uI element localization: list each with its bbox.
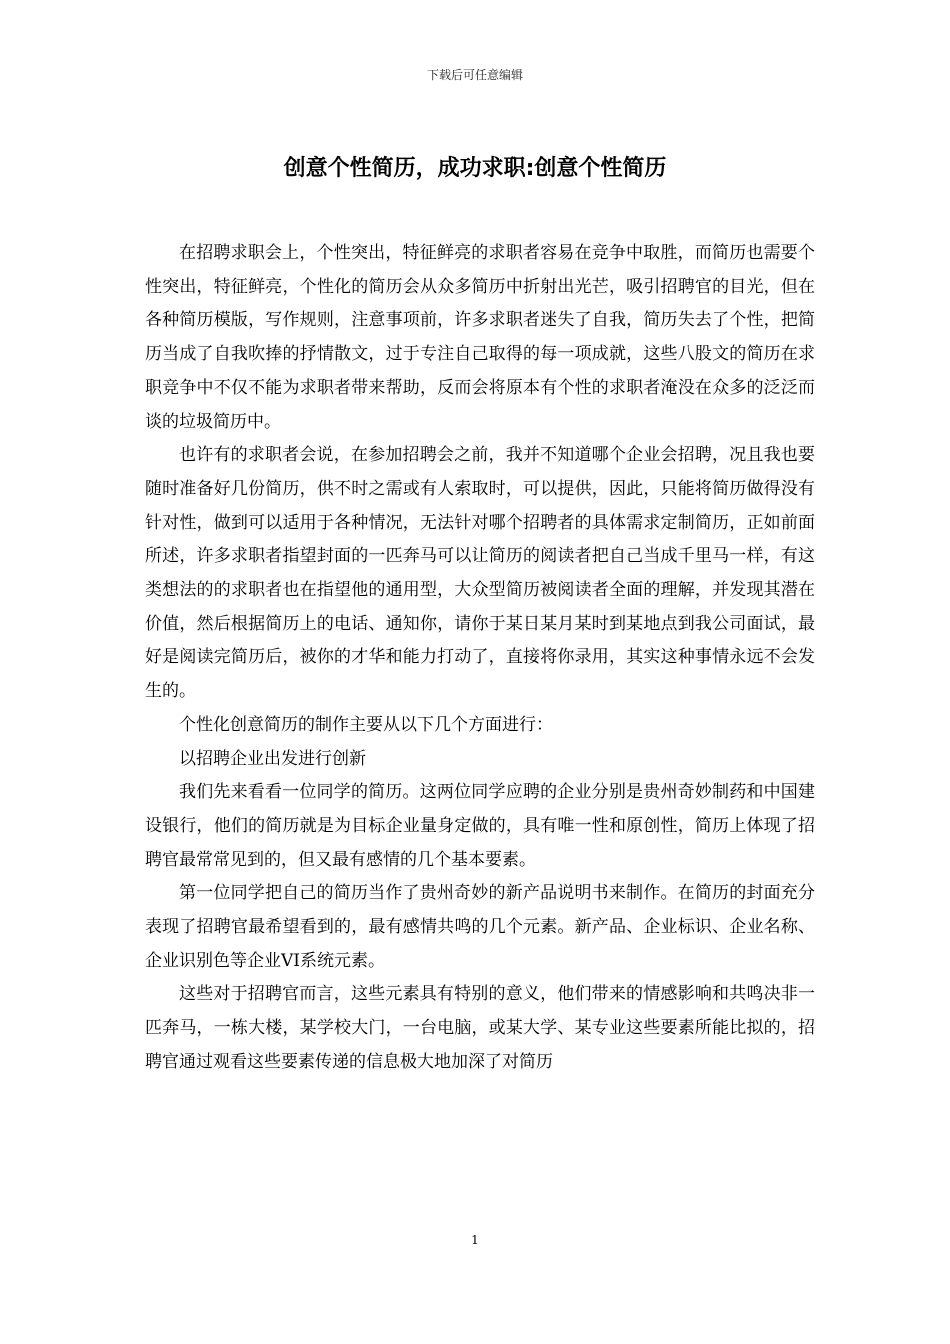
paragraph: 个性化创意简历的制作主要从以下几个方面进行： bbox=[179, 714, 553, 735]
paragraph: 我们先来看看一位同学的简历。这两位同学应聘的企业分别是贵州奇妙制药和中国建设银行，他们的简历就是为目标企业量身定做的，具有唯一性和原创性，简历上体现了招聘官最常常见到的，但又最有感情的几个基本要素。 bbox=[145, 782, 815, 870]
page-number: 1 bbox=[471, 1233, 479, 1247]
page-header: 下载后可任意编辑 bbox=[426, 68, 523, 82]
document-body bbox=[145, 237, 815, 1080]
paragraph: 这些对于招聘官而言，这些元素具有特别的意义，他们带来的情感影响和共鸣决非一匹奔马，一栋大楼，某学校大门，一台电脑，或某大学、某专业这些要素所能比拟的，招聘官通过观看这些要素传递的信息极大地加深了对简历 bbox=[145, 984, 815, 1072]
document-title: 创意个性简历，成功求职:创意个性简历 bbox=[283, 156, 667, 181]
paragraph: 也许有的求职者会说，在参加招聘会之前，我并不知道哪个企业会招聘，况且我也要随时准备好几份简历，供不时之需或有人索取时，可以提供，因此，只能将简历做得没有针对性，做到可以适用于各种情况，无法针对哪个招聘者的具体需求定制简历，正如前面所述，许多求职者指望封面的一匹奔马可以让简历的阅读者把自己当成千里马一样，有这类想法的的求职者也在指望他的通用型，大众型简历被阅读者全面的理解，并发现其潜在价值，然后根据简历上的电话、通知你，请你于某日某月某时到某地点到我公司面试，最好是阅读完简历后，被你的才华和能力打动了，直接将你录用，其实这种事情永远不会发生的。 bbox=[145, 445, 815, 702]
paragraph: 第一位同学把自己的简历当作了贵州奇妙的新产品说明书来制作。在简历的封面充分表现了招聘官最希望看到的，最有感情共鸣的几个元素。新产品、企业标识、企业名称、企业识别色等企业VI系统元素。 bbox=[145, 883, 815, 971]
paragraph: 在招聘求职会上，个性突出，特征鲜亮的求职者容易在竞争中取胜，而简历也需要个性突出，特征鲜亮，个性化的简历会从众多简历中折射出光芒，吸引招聘官的目光，但在各种简历模版，写作规则，注意事项前，许多求职者迷失了自我，简历失去了个性，把简历当成了自我吹捧的抒情散文，过于专注自己取得的每一项成就，这些八股文的简历在求职竞争中不仅不能为求职者带来帮助，反而会将原本有个性的求职者淹没在众多的泛泛而谈的垃圾简历中。 bbox=[145, 243, 815, 432]
section-heading: 以招聘企业出发进行创新 bbox=[179, 748, 366, 769]
